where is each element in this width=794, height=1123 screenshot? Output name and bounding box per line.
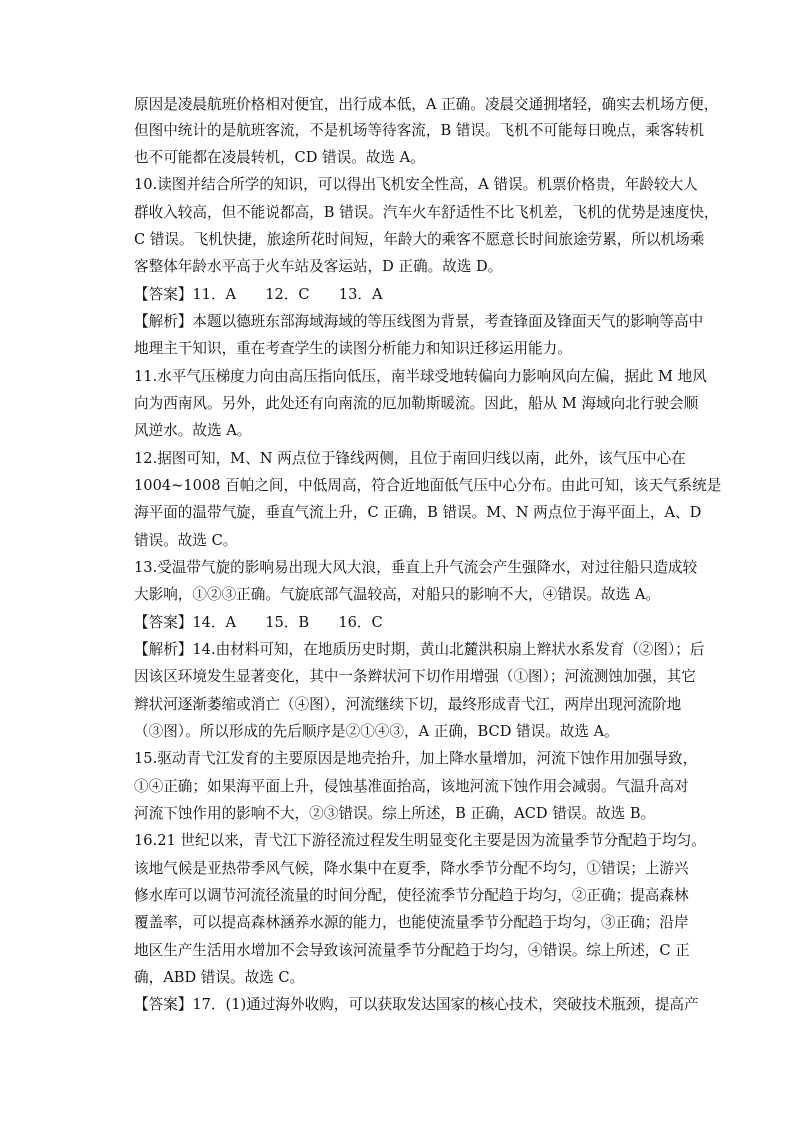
text-line: 也不可能都在凌晨转机，CD 错误。故选 A。: [134, 149, 425, 166]
analysis-line: 【解析】本题以德班东部海域海域的等压线图为背景，考查锋面及锋面天气的影响等高中: [134, 313, 704, 330]
text-line: （③图）。所以形成的先后顺序是②①④③，A 正确，BCD 错误。故选 A。: [134, 723, 619, 740]
text-line: 11.水平气压梯度力向由高压指向低压，南半球受地转偏向力影响风向左偏，据此 M 地风: [134, 368, 707, 385]
text-line: 辫状河逐渐萎缩或消亡（④图），河流继续下切，最终形成青弋江，两岸出现河流阶地: [134, 696, 682, 713]
text-line: 因该区环境发生显著变化，其中一条辫状河下切作用增强（①图）；河流测蚀加强，其它: [134, 668, 696, 685]
analysis-line: 【解析】14.由材料可知，在地质历史时期，黄山北麓洪积扇上辫状水系发育（②图）；后: [134, 641, 705, 658]
text-line: 覆盖率，可以提高森林涵养水源的能力，也能使流量季节分配趋于均匀，③正确；沿岸: [134, 914, 689, 931]
text-line: 1004~1008 百帕之间，中低周高，符合近地面低气压中心分布。由此可知，该天气系统是: [134, 477, 722, 494]
text-line: 15.驱动青弋江发育的主要原因是地壳抬升，加上降水量增加，河流下蚀作用加强导致，: [134, 750, 698, 767]
text-line: 错误。故选 C。: [134, 532, 238, 549]
text-line: 向为西南风。另外，此处还有向南流的厄加勒斯暖流。因此，船从 M 海域向北行驶会顺: [134, 395, 699, 412]
text-line: 确，ABD 错误。故选 C。: [134, 969, 305, 986]
text-line: ①④正确；如果海平面上升，侵蚀基准面抬高，该地河流下蚀作用会减弱。气温升高对: [134, 778, 689, 795]
text-line: 地区生产生活用水增加不会导致该河流量季节分配趋于均匀，④错误。综上所述，C 正: [134, 942, 690, 959]
text-line: 修水库可以调节河流径流量的时间分配，使径流季节分配趋于均匀，②正确；提高森林: [134, 887, 689, 904]
text-line: 但图中统计的是航班客流，不是机场等待客流，B 错误。飞机不可能每日晚点，乘客转机: [134, 122, 704, 139]
text-line: C 错误。飞机快捷，旅途所花时间短，年龄大的乘客不愿意长时间旅途劳累，所以机场乘: [134, 231, 705, 248]
answer-line: 【答案】17．(1)通过海外收购，可以获取发达国家的核心技术，突破技术瓶颈，提高产: [134, 996, 699, 1013]
text-line: 10.读图并结合所学的知识，可以得出飞机安全性高，A 错误。机票价格贵，年龄较大人: [134, 176, 698, 193]
text-line: 河流下蚀作用的影响不大，②③错误。综上所述，B 正确，ACD 错误。故选 B。: [134, 805, 656, 822]
text-line: 大影响，①②③正确。气旋底部气温较高，对船只的影响不大，④错误。故选 A。: [134, 586, 660, 603]
text-line: 群收入较高，但不能说都高，B 错误。汽车火车舒适性不比飞机差，飞机的优势是速度快，: [134, 204, 719, 221]
text-line: 海平面的温带气旋，垂直气流上升，C 正确，B 错误。M、N 两点位于海平面上，A、D: [134, 504, 702, 521]
text-line: 原因是凌晨航班价格相对便宜，出行成本低，A 正确。凌晨交通拥堵轻，确实去机场方便，: [134, 96, 719, 113]
answer-line: 【答案】14．A 15．B 16．C: [134, 614, 383, 631]
text-line: 16.21 世纪以来，青弋江下游径流过程发生明显变化主要是因为流量季节分配趋于均匀。: [134, 832, 706, 849]
text-line: 13.受温带气旋的影响易出现大风大浪，垂直上升气流会产生强降水，对过往船只造成较: [134, 559, 698, 576]
answer-line: 【答案】11．A 12．C 13．A: [134, 286, 383, 303]
text-line: 客整体年龄水平高于火车站及客运站，D 正确。故选 D。: [134, 258, 503, 275]
text-line: 该地气候是亚热带季风气候，降水集中在夏季，降水季节分配不均匀，①错误；上游兴: [134, 860, 689, 877]
text-line: 地理主干知识，重在考查学生的读图分析能力和知识迁移运用能力。: [134, 340, 572, 357]
text-line: 风逆水。故选 A。: [134, 422, 252, 439]
text-line: 12.据图可知，M、N 两点位于锋线两侧，且位于南回归线以南，此外，该气压中心在: [134, 450, 686, 467]
